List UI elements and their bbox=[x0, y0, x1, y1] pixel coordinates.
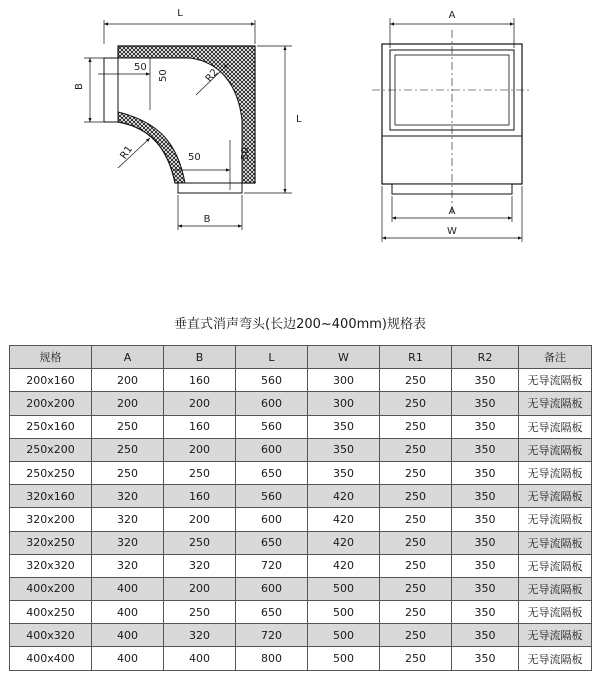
header-cell: A bbox=[92, 346, 164, 369]
table-cell: 250 bbox=[380, 577, 452, 600]
table-cell: 400 bbox=[164, 647, 236, 670]
table-cell: 300 bbox=[308, 392, 380, 415]
table-cell: 250 bbox=[92, 461, 164, 484]
table-cell: 250 bbox=[380, 531, 452, 554]
table-cell: 560 bbox=[236, 415, 308, 438]
table-cell: 500 bbox=[308, 601, 380, 624]
table-cell: 250 bbox=[164, 531, 236, 554]
table-row bbox=[10, 531, 592, 554]
header-cell: B bbox=[164, 346, 236, 369]
table-cell: 250 bbox=[380, 647, 452, 670]
table-cell: 500 bbox=[308, 647, 380, 670]
table-cell: 320 bbox=[92, 531, 164, 554]
table-cell: 250 bbox=[380, 554, 452, 577]
dim-50-c: 50 bbox=[188, 152, 201, 163]
table-cell: 720 bbox=[236, 624, 308, 647]
table-cell: 200 bbox=[164, 392, 236, 415]
table-cell: 200x200 bbox=[10, 392, 92, 415]
spec-table bbox=[9, 345, 592, 671]
table-cell: 250 bbox=[380, 392, 452, 415]
table-cell: 320x250 bbox=[10, 531, 92, 554]
dim-R2: R2 bbox=[203, 67, 221, 85]
table-row bbox=[10, 601, 592, 624]
table-cell: 250x250 bbox=[10, 461, 92, 484]
table-cell: 420 bbox=[308, 508, 380, 531]
table-row bbox=[10, 415, 592, 438]
table-cell: 160 bbox=[164, 485, 236, 508]
table-cell: 250 bbox=[92, 438, 164, 461]
table-cell: 650 bbox=[236, 531, 308, 554]
table-cell: 200 bbox=[164, 577, 236, 600]
table-row bbox=[10, 624, 592, 647]
dim-W: W bbox=[447, 226, 457, 237]
table-cell: 250x160 bbox=[10, 415, 92, 438]
dim-B-left: B bbox=[74, 83, 85, 90]
header-cell: 备注 bbox=[519, 346, 592, 369]
dim-50-a: 50 bbox=[134, 62, 147, 73]
table-cell: 无导流隔板 bbox=[519, 369, 592, 392]
table-cell: 320 bbox=[92, 485, 164, 508]
table-cell: 250 bbox=[380, 438, 452, 461]
table-cell: 250 bbox=[380, 415, 452, 438]
table-cell: 350 bbox=[452, 624, 519, 647]
table-cell: 200 bbox=[164, 438, 236, 461]
table-cell: 400 bbox=[92, 601, 164, 624]
dim-L-right: L bbox=[296, 114, 302, 125]
table-cell: 600 bbox=[236, 508, 308, 531]
table-cell: 350 bbox=[452, 577, 519, 600]
table-row bbox=[10, 647, 592, 670]
table-cell: 350 bbox=[308, 461, 380, 484]
table-cell: 无导流隔板 bbox=[519, 531, 592, 554]
header-cell: R1 bbox=[380, 346, 452, 369]
header-cell: L bbox=[236, 346, 308, 369]
table-cell: 720 bbox=[236, 554, 308, 577]
table-cell: 无导流隔板 bbox=[519, 508, 592, 531]
table-cell: 320x320 bbox=[10, 554, 92, 577]
table-cell: 350 bbox=[452, 508, 519, 531]
table-cell: 无导流隔板 bbox=[519, 485, 592, 508]
table-cell: 无导流隔板 bbox=[519, 392, 592, 415]
table-cell: 400x400 bbox=[10, 647, 92, 670]
table-cell: 160 bbox=[164, 415, 236, 438]
header-cell: W bbox=[308, 346, 380, 369]
table-row bbox=[10, 438, 592, 461]
table-cell: 250x200 bbox=[10, 438, 92, 461]
table-cell: 250 bbox=[380, 369, 452, 392]
table-cell: 200 bbox=[92, 369, 164, 392]
table-cell: 250 bbox=[164, 461, 236, 484]
table-cell: 400x200 bbox=[10, 577, 92, 600]
table-cell: 320x160 bbox=[10, 485, 92, 508]
table-cell: 560 bbox=[236, 485, 308, 508]
table-cell: 350 bbox=[452, 392, 519, 415]
table-title: 垂直式消声弯头(长边200~400mm)规格表 bbox=[174, 317, 426, 332]
table-cell: 350 bbox=[452, 415, 519, 438]
table-cell: 320 bbox=[164, 554, 236, 577]
table-cell: 250 bbox=[380, 508, 452, 531]
table-cell: 650 bbox=[236, 461, 308, 484]
table-cell: 420 bbox=[308, 531, 380, 554]
table-cell: 350 bbox=[452, 461, 519, 484]
table-cell: 350 bbox=[308, 438, 380, 461]
dim-50-d: 50 bbox=[240, 147, 251, 160]
table-cell: 无导流隔板 bbox=[519, 438, 592, 461]
table-body bbox=[10, 369, 592, 670]
table-cell: 350 bbox=[308, 415, 380, 438]
table-cell: 420 bbox=[308, 485, 380, 508]
table-cell: 320 bbox=[92, 508, 164, 531]
table-cell: 560 bbox=[236, 369, 308, 392]
table-cell: 650 bbox=[236, 601, 308, 624]
table-cell: 800 bbox=[236, 647, 308, 670]
table-cell: 350 bbox=[452, 601, 519, 624]
table-cell: 250 bbox=[380, 461, 452, 484]
table-cell: 500 bbox=[308, 577, 380, 600]
header-row bbox=[10, 346, 592, 369]
table-cell: 250 bbox=[380, 601, 452, 624]
table-cell: 250 bbox=[92, 415, 164, 438]
dim-R1: R1 bbox=[118, 144, 136, 162]
table-cell: 400 bbox=[92, 647, 164, 670]
table-row bbox=[10, 485, 592, 508]
dim-A-top: A bbox=[448, 10, 456, 21]
table-cell: 420 bbox=[308, 554, 380, 577]
table-cell: 无导流隔板 bbox=[519, 601, 592, 624]
table-cell: 无导流隔板 bbox=[519, 624, 592, 647]
table-row bbox=[10, 461, 592, 484]
table-cell: 400 bbox=[92, 624, 164, 647]
table-cell: 320x200 bbox=[10, 508, 92, 531]
table-cell: 600 bbox=[236, 438, 308, 461]
table-row bbox=[10, 392, 592, 415]
dim-50-b: 50 bbox=[158, 69, 169, 82]
table-cell: 350 bbox=[452, 554, 519, 577]
table-cell: 400 bbox=[92, 577, 164, 600]
table-cell: 250 bbox=[380, 485, 452, 508]
technical-drawing bbox=[0, 0, 600, 300]
table-cell: 200 bbox=[92, 392, 164, 415]
header-cell: R2 bbox=[452, 346, 519, 369]
table-row bbox=[10, 554, 592, 577]
table-row bbox=[10, 577, 592, 600]
table-cell: 250 bbox=[164, 601, 236, 624]
table-cell: 350 bbox=[452, 369, 519, 392]
side-view bbox=[84, 20, 292, 230]
table-cell: 无导流隔板 bbox=[519, 647, 592, 670]
table-cell: 500 bbox=[308, 624, 380, 647]
table-cell: 600 bbox=[236, 577, 308, 600]
table-cell: 350 bbox=[452, 531, 519, 554]
table-cell: 400x320 bbox=[10, 624, 92, 647]
table-cell: 350 bbox=[452, 647, 519, 670]
table-cell: 无导流隔板 bbox=[519, 415, 592, 438]
dim-A-bottom: A bbox=[448, 206, 456, 217]
table-row bbox=[10, 508, 592, 531]
table-cell: 600 bbox=[236, 392, 308, 415]
table-row bbox=[10, 369, 592, 392]
table-cell: 无导流隔板 bbox=[519, 577, 592, 600]
table-cell: 无导流隔板 bbox=[519, 554, 592, 577]
table-cell: 200 bbox=[164, 508, 236, 531]
table-cell: 300 bbox=[308, 369, 380, 392]
table-cell: 320 bbox=[164, 624, 236, 647]
table-cell: 250 bbox=[380, 624, 452, 647]
table-cell: 320 bbox=[92, 554, 164, 577]
table-cell: 200x160 bbox=[10, 369, 92, 392]
table-cell: 350 bbox=[452, 485, 519, 508]
dim-L-top: L bbox=[177, 8, 183, 19]
header-cell: 规格 bbox=[10, 346, 92, 369]
table-cell: 400x250 bbox=[10, 601, 92, 624]
table-cell: 350 bbox=[452, 438, 519, 461]
table-cell: 160 bbox=[164, 369, 236, 392]
table-cell: 无导流隔板 bbox=[519, 461, 592, 484]
dim-B-bottom: B bbox=[203, 214, 211, 225]
